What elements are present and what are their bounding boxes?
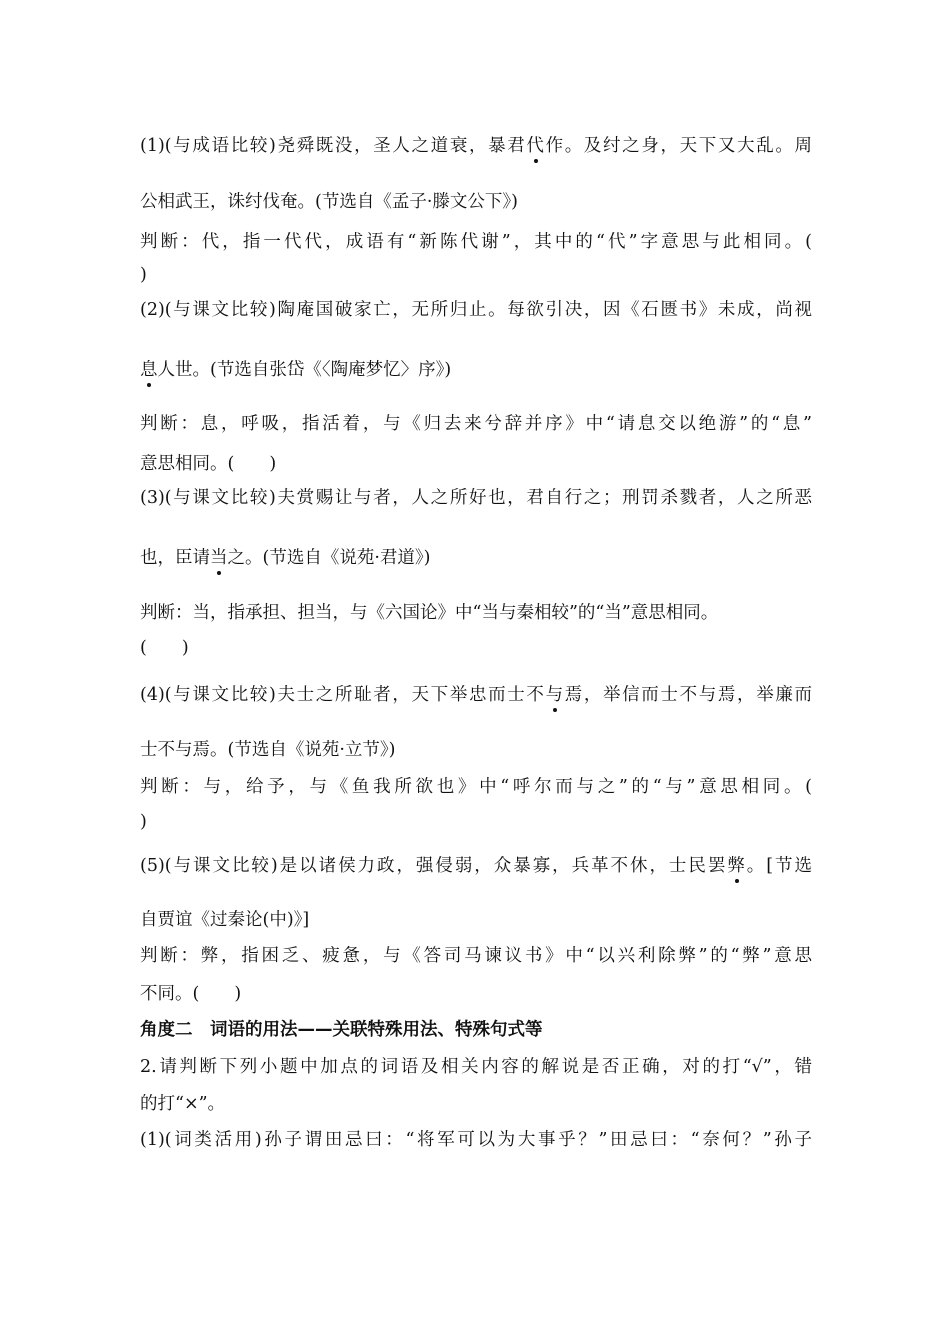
text-line (140, 1128, 812, 1152)
text-line (140, 412, 812, 436)
text-segment: 人世。(节选自张岱《〈陶庵梦忆〉序》) (157, 360, 452, 380)
text-line (140, 775, 812, 799)
text-line (140, 1092, 812, 1116)
text-segment: 判断：代，指一代代，成语有“新陈代谢”，其中的“代”字意思与此相同。( (140, 232, 812, 252)
emphasized-character: 代 (526, 136, 546, 156)
text-segment: 判断：当，指承担、担当，与《六国论》中“当与秦相较”的“当”意思相同。 (140, 603, 719, 623)
text-segment: 角度二 词语的用法——关联特殊用法、特殊句式等 (140, 1020, 543, 1040)
text-segment: 之。(节选自《说苑·君道》) (227, 548, 431, 568)
text-segment: (1)(词类活用)孙子谓田忌曰：“将军可以为大事乎？”田忌曰：“奈何？”孙子 (140, 1130, 812, 1150)
text-segment: (5)(与课文比较)是以诸侯力政，强侵弱，众暴寡，兵革不休，士民罢 (140, 856, 728, 876)
text-line (140, 683, 812, 707)
text-line (140, 298, 812, 322)
text-segment: (4)(与课文比较)夫士之所耻者，天下举忠而士不 (140, 685, 546, 705)
text-segment: 。[节选 (746, 856, 812, 876)
text-line (140, 982, 812, 1006)
text-line (140, 230, 812, 254)
text-segment: 公相武王，诛纣伐奄。(节选自《孟子·滕文公下》) (140, 192, 518, 212)
text-segment: 的打“×”。 (140, 1094, 226, 1114)
text-segment: 意思相同。( ) (140, 454, 277, 474)
text-segment: ) (140, 812, 147, 832)
text-line (140, 134, 812, 158)
text-segment: 作。及纣之身，天下又大乱。周 (545, 136, 813, 156)
text-segment: 士不与焉。(节选自《说苑·立节》) (140, 740, 396, 760)
text-line (140, 452, 812, 476)
text-segment: 判断：与，给予，与《鱼我所欲也》中“呼尔而与之”的“与”意思相同。( (140, 777, 812, 797)
section-heading (140, 1018, 812, 1042)
text-line (140, 944, 812, 968)
text-line (140, 636, 812, 660)
text-segment: (1)(与成语比较)尧舜既没，圣人之道衰，暴君 (140, 136, 527, 156)
text-line (140, 810, 812, 834)
text-line (140, 358, 812, 382)
text-segment: (2)(与课文比较)陶庵国破家亡，无所归止。每欲引决，因《石匮书》未成，尚视 (140, 300, 812, 320)
text-segment: ( ) (140, 638, 189, 658)
text-line (140, 738, 812, 762)
text-line (140, 908, 812, 932)
text-line (140, 263, 812, 287)
text-segment: 判断：弊，指困乏、疲惫，与《答司马谏议书》中“以兴利除弊”的“弊”意思 (140, 946, 812, 966)
text-line (140, 1055, 812, 1079)
emphasized-character: 当 (210, 548, 228, 568)
text-segment: 也，臣请 (140, 548, 210, 568)
emphasized-character: 息 (140, 360, 158, 380)
text-segment: (3)(与课文比较)夫赏赐让与者，人之所好也，君自行之；刑罚杀戮者，人之所恶 (140, 488, 812, 508)
text-line (140, 601, 812, 625)
text-line (140, 486, 812, 510)
text-line (140, 190, 812, 214)
text-segment: 焉，举信而士不与焉，举廉而 (564, 685, 812, 705)
emphasized-character: 弊 (727, 856, 747, 876)
text-segment: ) (140, 265, 147, 285)
text-segment: 自贾谊《过秦论(中)》] (140, 910, 310, 930)
emphasized-character: 与 (545, 685, 565, 705)
text-line (140, 854, 812, 878)
text-segment: 不同。( ) (140, 984, 242, 1004)
text-segment: 判断：息，呼吸，指活着，与《归去来兮辞并序》中“请息交以绝游”的“息” (140, 414, 812, 434)
text-line (140, 546, 812, 570)
text-segment: 2.请判断下列小题中加点的词语及相关内容的解说是否正确，对的打“√”，错 (140, 1057, 812, 1077)
